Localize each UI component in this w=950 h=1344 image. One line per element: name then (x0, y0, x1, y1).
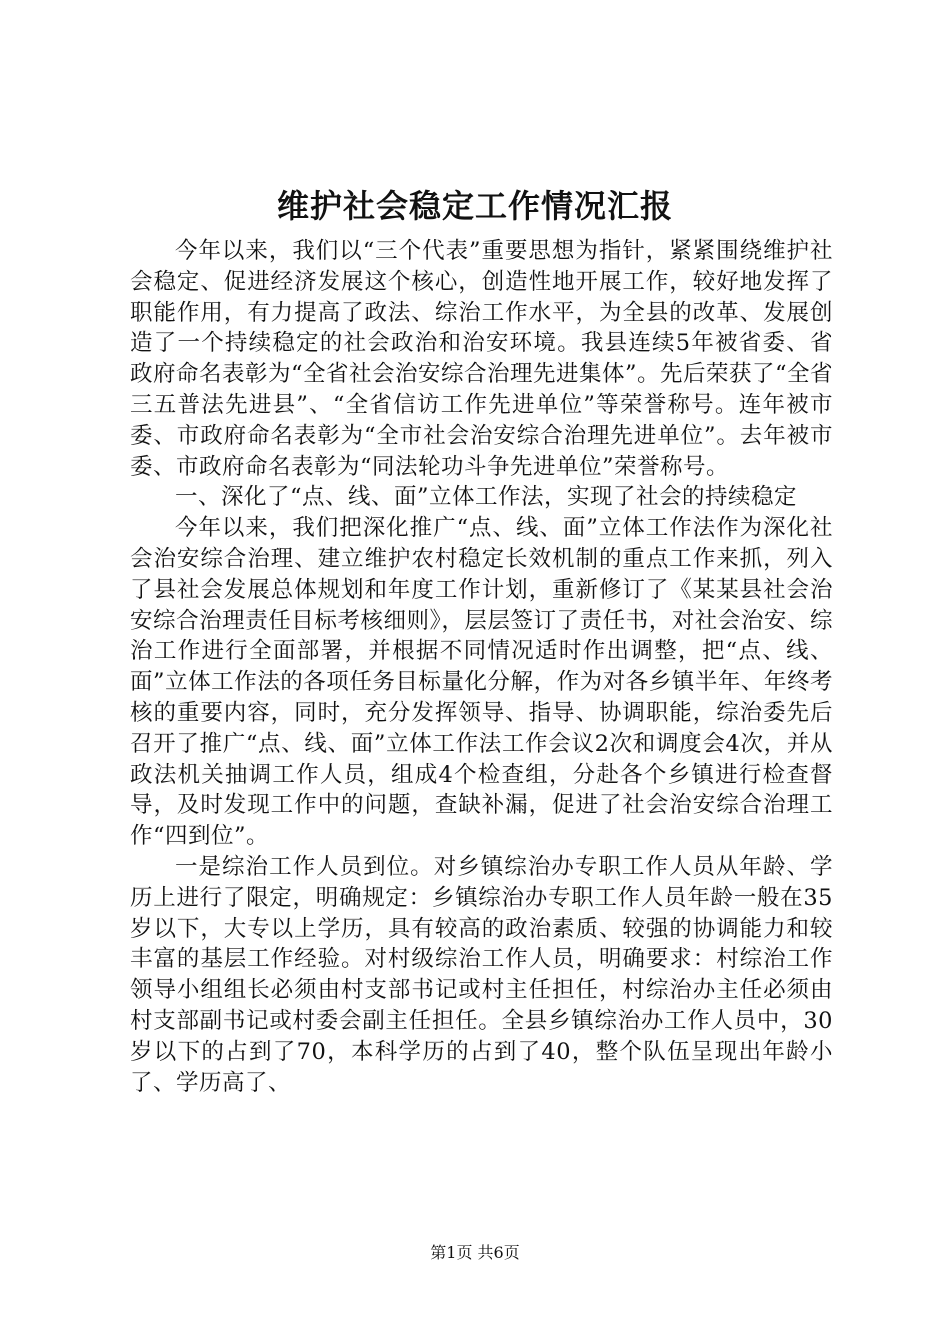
document-title: 维护社会稳定工作情况汇报 (276, 187, 673, 225)
section-heading-1: 一、深化了“点、线、面”立体工作法，实现了社会的持续稳定 (175, 484, 798, 511)
paragraph-staffing: 一是综治工作人员到位。对乡镇综治办专职工作人员从年龄、学历上进行了限定，明确规定：乡镇综治办专职工作人员年龄一般在35岁以下，大专以上学历，具有较高的政治素质、较强的协调能力和较丰富的基层工作经验。对村级综治工作人员，明确要求：村综治工作领导小组组长必须由村支部书记或村主任担任，村综治办主任必须由村支部副书记或村委会副主任担任。全县乡镇综治办工作人员中，30岁以下的占到了70，本科学历的占到了40，整个队伍呈现出年龄小了、学历高了、 (130, 853, 833, 1096)
page-number-footer: 第1页 共6页 (430, 1243, 520, 1262)
document-body (130, 236, 833, 1098)
paragraph-intro: 今年以来，我们以“三个代表”重要思想为指针，紧紧围绕维护社会稳定、促进经济发展这个核心，创造性地开展工作，较好地发挥了职能作用，有力提高了政法、综治工作水平，为全县的改革、发展创造了一个持续稳定的社会政治和治安环境。我县连续5年被省委、省政府命名表彰为“全省社会治安综合治理先进集体”。先后荣获了“全省三五普法先进县”、“全省信访工作先进单位”等荣誉称号。连年被市委、市政府命名表彰为“全市社会治安综合治理先进单位”。去年被市委、市政府命名表彰为“同法轮功斗争先进单位”荣誉称号。 (130, 238, 834, 480)
paragraph-section-1: 今年以来，我们把深化推广“点、线、面”立体工作法作为深化社会治安综合治理、建立维护农村稳定长效机制的重点工作来抓，列入了县社会发展总体规划和年度工作计划，重新修订了《某某县社会治安综合治理责任目标考核细则》，层层签订了责任书，对社会治安、综治工作进行全面部署，并根据不同情况适时作出调整，把“点、线、面”立体工作法的各项任务目标量化分解，作为对各乡镇半年、年终考核的重要内容，同时，充分发挥领导、指导、协调职能，综治委先后召开了推广“点、线、面”立体工作法工作会议2次和调度会4次，并从政法机关抽调工作人员，组成4个检查组，分赴各个乡镇进行检查督导，及时发现工作中的问题，查缺补漏，促进了社会治安综合治理工作“四到位”。 (130, 515, 833, 850)
